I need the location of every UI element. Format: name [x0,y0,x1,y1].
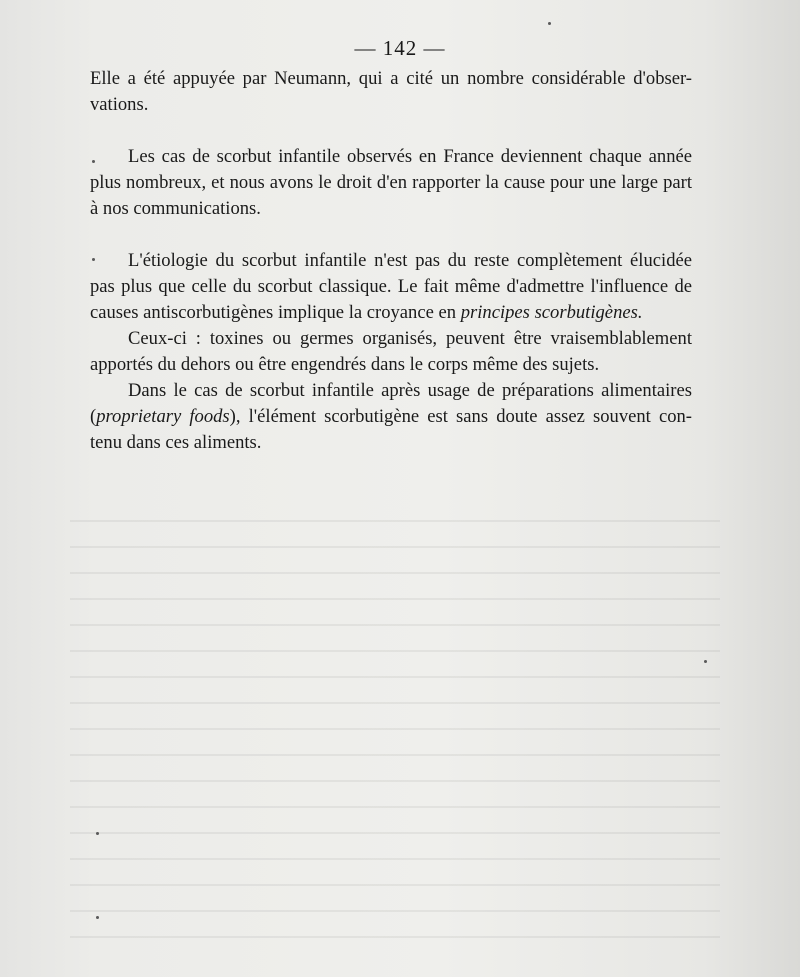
show-through-text [70,500,720,940]
paragraph-2: Les cas de scorbut infantile observés en France deviennent chaque année plus nombreux, et nous avons le droit d'en rapporter la cause pour une large part à nos communications. [90,146,692,219]
page-number: — 142 — [354,36,446,60]
paragraph-4: Ceux-ci : toxines ou germes organisés, peuvent être vraisemblablement apportés du dehors ou être engendrés dans le corps même des sujets. [90,328,692,375]
paragraph-1: Elle a été appuyée par Neumann, qui a cité un nombre considérable d'obser-vations. [90,68,692,115]
body-text [90,66,692,456]
paragraph-3: L'étiologie du scorbut infantile n'est pas du reste complètement élucidée pas plus que celle du scorbut classique. Le fait même d'admettre l'influence de causes antiscorbutigènes implique la croyance en principes scorbutigènes. [90,250,692,323]
paragraph-5: Dans le cas de scorbut infantile après usage de préparations alimentaires (proprietary foods), l'élément scorbutigène est sans doute assez souvent con-tenu dans ces aliments. [90,380,692,453]
